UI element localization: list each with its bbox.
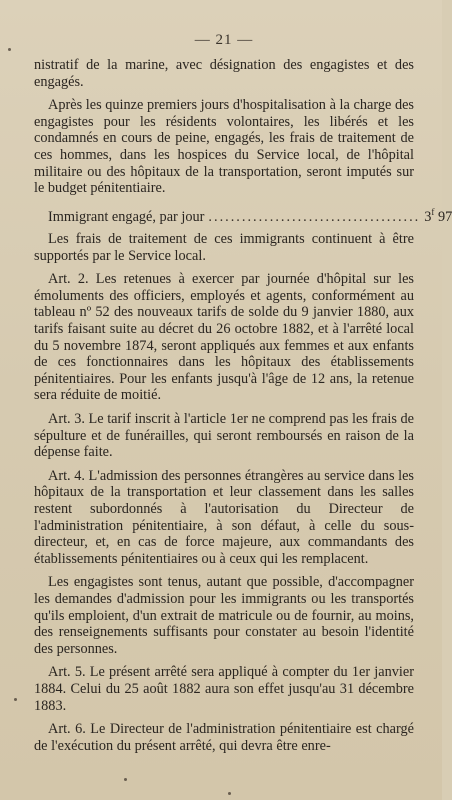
- price-value: 3$^f$ 97: [424, 206, 452, 225]
- ink-speck: [8, 48, 11, 51]
- paragraph-art-6: Art. 6. Le Directeur de l'administration pénitentiaire est chargé de l'exécution du présent arrêté, qui devra être enre-: [34, 721, 414, 754]
- paragraph-continuation: nistratif de la marine, avec désignation des engagistes et des engagés.: [34, 57, 414, 90]
- paragraph-art-2: Art. 2. Les retenues à exercer par journée d'hôpital sur les émoluments des officiers, employés et agents, conformément au tableau nº 52 des nouveaux tarifs de solde du 9 janvier 1880, aux tarifs faisant suite au décret du 26 octobre 1882, et à l'arrêté local du 5 novembre 1874, seront appliqués aux femmes et aux enfants de ces fonctionnaires dans les hôpitaux des établissements pénitentiaires. Pour les enfants jusqu'à l'âge de 12 ans, la retenue sera réduite de moitié.: [34, 271, 414, 404]
- paragraph-art-3: Art. 3. Le tarif inscrit à l'article 1er ne comprend pas les frais de sépulture et de funérailles, qui seront remboursés en raison de la dépense faite.: [34, 411, 414, 461]
- paragraph-art-4: Art. 4. L'admission des personnes étrangères au service dans les hôpitaux de la transportation et leur classement dans les salles restent subordonnés à l'autorisation du Directeur de l'administration pénitentiaire, à son défaut, à celle du sous-directeur, et, en cas de force majeure, aux commandants des établissements pénitentiaires ou à ceux qui les remplacent.: [34, 467, 414, 567]
- ink-speck: [228, 792, 231, 795]
- price-label: Immigrant engagé, par jour: [48, 208, 205, 225]
- page-number: — 21 —: [194, 32, 254, 48]
- ink-speck: [14, 698, 17, 701]
- paragraph-frais: Les frais de traitement de ces immigrants continuent à être supportés par le Service local.: [34, 231, 414, 264]
- ink-speck: [124, 778, 127, 781]
- price-line: [34, 204, 452, 225]
- dot-leader: ......................................: [208, 208, 421, 225]
- paragraph-hospitalisation: Après les quinze premiers jours d'hospitalisation à la charge des engagistes pour les résidents volontaires, les libérés et les condamnés en cours de peine, engagés, les frais de traitement de ces hommes, dans les hospices du Service local, de l'hôpital militaire ou des hôpitaux de la transportation, seront imputés sur le budget pénitentiaire.: [34, 97, 414, 197]
- paragraph-engagistes: Les engagistes sont tenus, autant que possible, d'accompagner les demandes d'admission pour les immigrants ou les transportés qu'ils emploient, d'un extrait de matricule ou de fournir, au moins, des renseignements suffisants pour constater au besoin l'identité des personnes.: [34, 574, 414, 657]
- paragraph-art-5: Art. 5. Le présent arrêté sera appliqué à compter du 1er janvier 1884. Celui du 25 août 1882 aura son effet jusqu'au 31 décembre 1883.: [34, 664, 414, 714]
